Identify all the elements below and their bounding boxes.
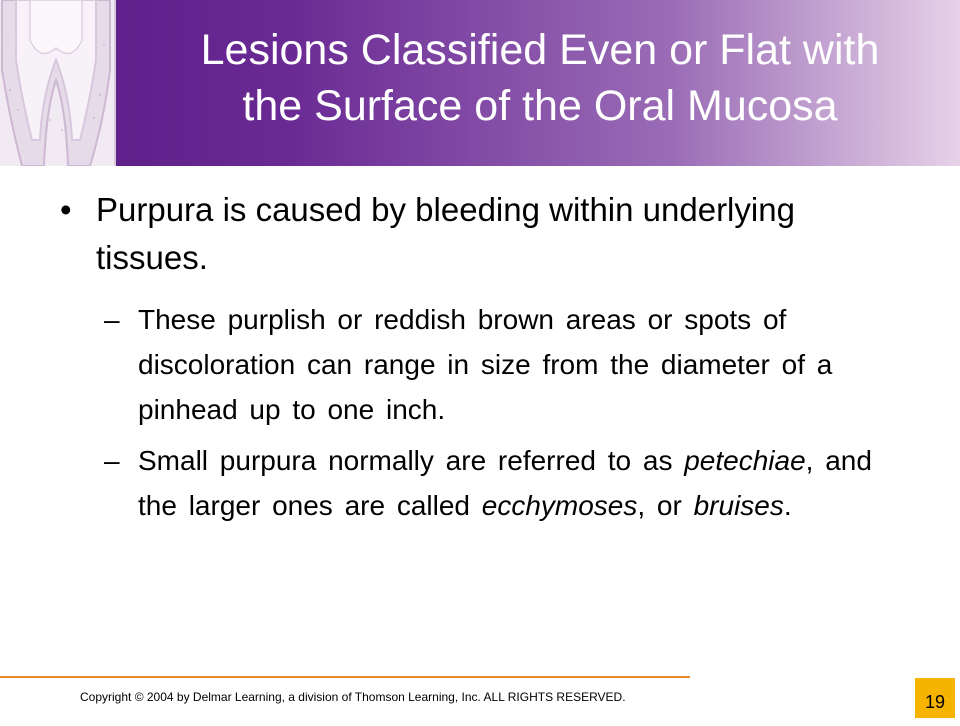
slide-title-line-2: the Surface of the Oral Mucosa	[242, 82, 838, 130]
dash-icon: –	[104, 445, 120, 476]
sub-bullet-2-part-4: .	[783, 490, 792, 521]
sub-bullet-2-part-1: Small purpura normally are referred to as	[138, 445, 685, 476]
title-banner	[0, 0, 960, 166]
page-number-badge: 19	[915, 678, 955, 718]
term-bruises: bruises	[693, 490, 784, 521]
term-petechiae: petechiae	[684, 445, 806, 476]
sub-bullet-1-text: These purplish or reddish brown areas or spots of discoloration can range in size from the diameter of a pinhead up to one inch.	[138, 304, 833, 425]
slide-title	[120, 22, 960, 134]
slide-title-line-1: Lesions Classified Even or Flat with	[200, 26, 880, 74]
term-ecchymoses: ecchymoses	[481, 490, 638, 521]
footer-divider	[0, 676, 690, 678]
sub-bullet-2-text	[138, 438, 884, 528]
tooth-illustration-panel	[0, 0, 116, 166]
copyright-notice: Copyright © 2004 by Delmar Learning, a division of Thomson Learning, Inc. ALL RIGHTS RESERVED.	[80, 690, 626, 704]
sub-bullet-2-part-2: , and the larger ones are called	[138, 445, 872, 521]
sub-bullet-2-part-3: , or	[637, 490, 694, 521]
bullet-icon: •	[60, 191, 72, 228]
dash-icon: –	[104, 304, 120, 335]
tooth-icon	[0, 0, 114, 166]
main-bullet-text: Purpura is caused by bleeding within underlying tissues.	[96, 191, 795, 276]
